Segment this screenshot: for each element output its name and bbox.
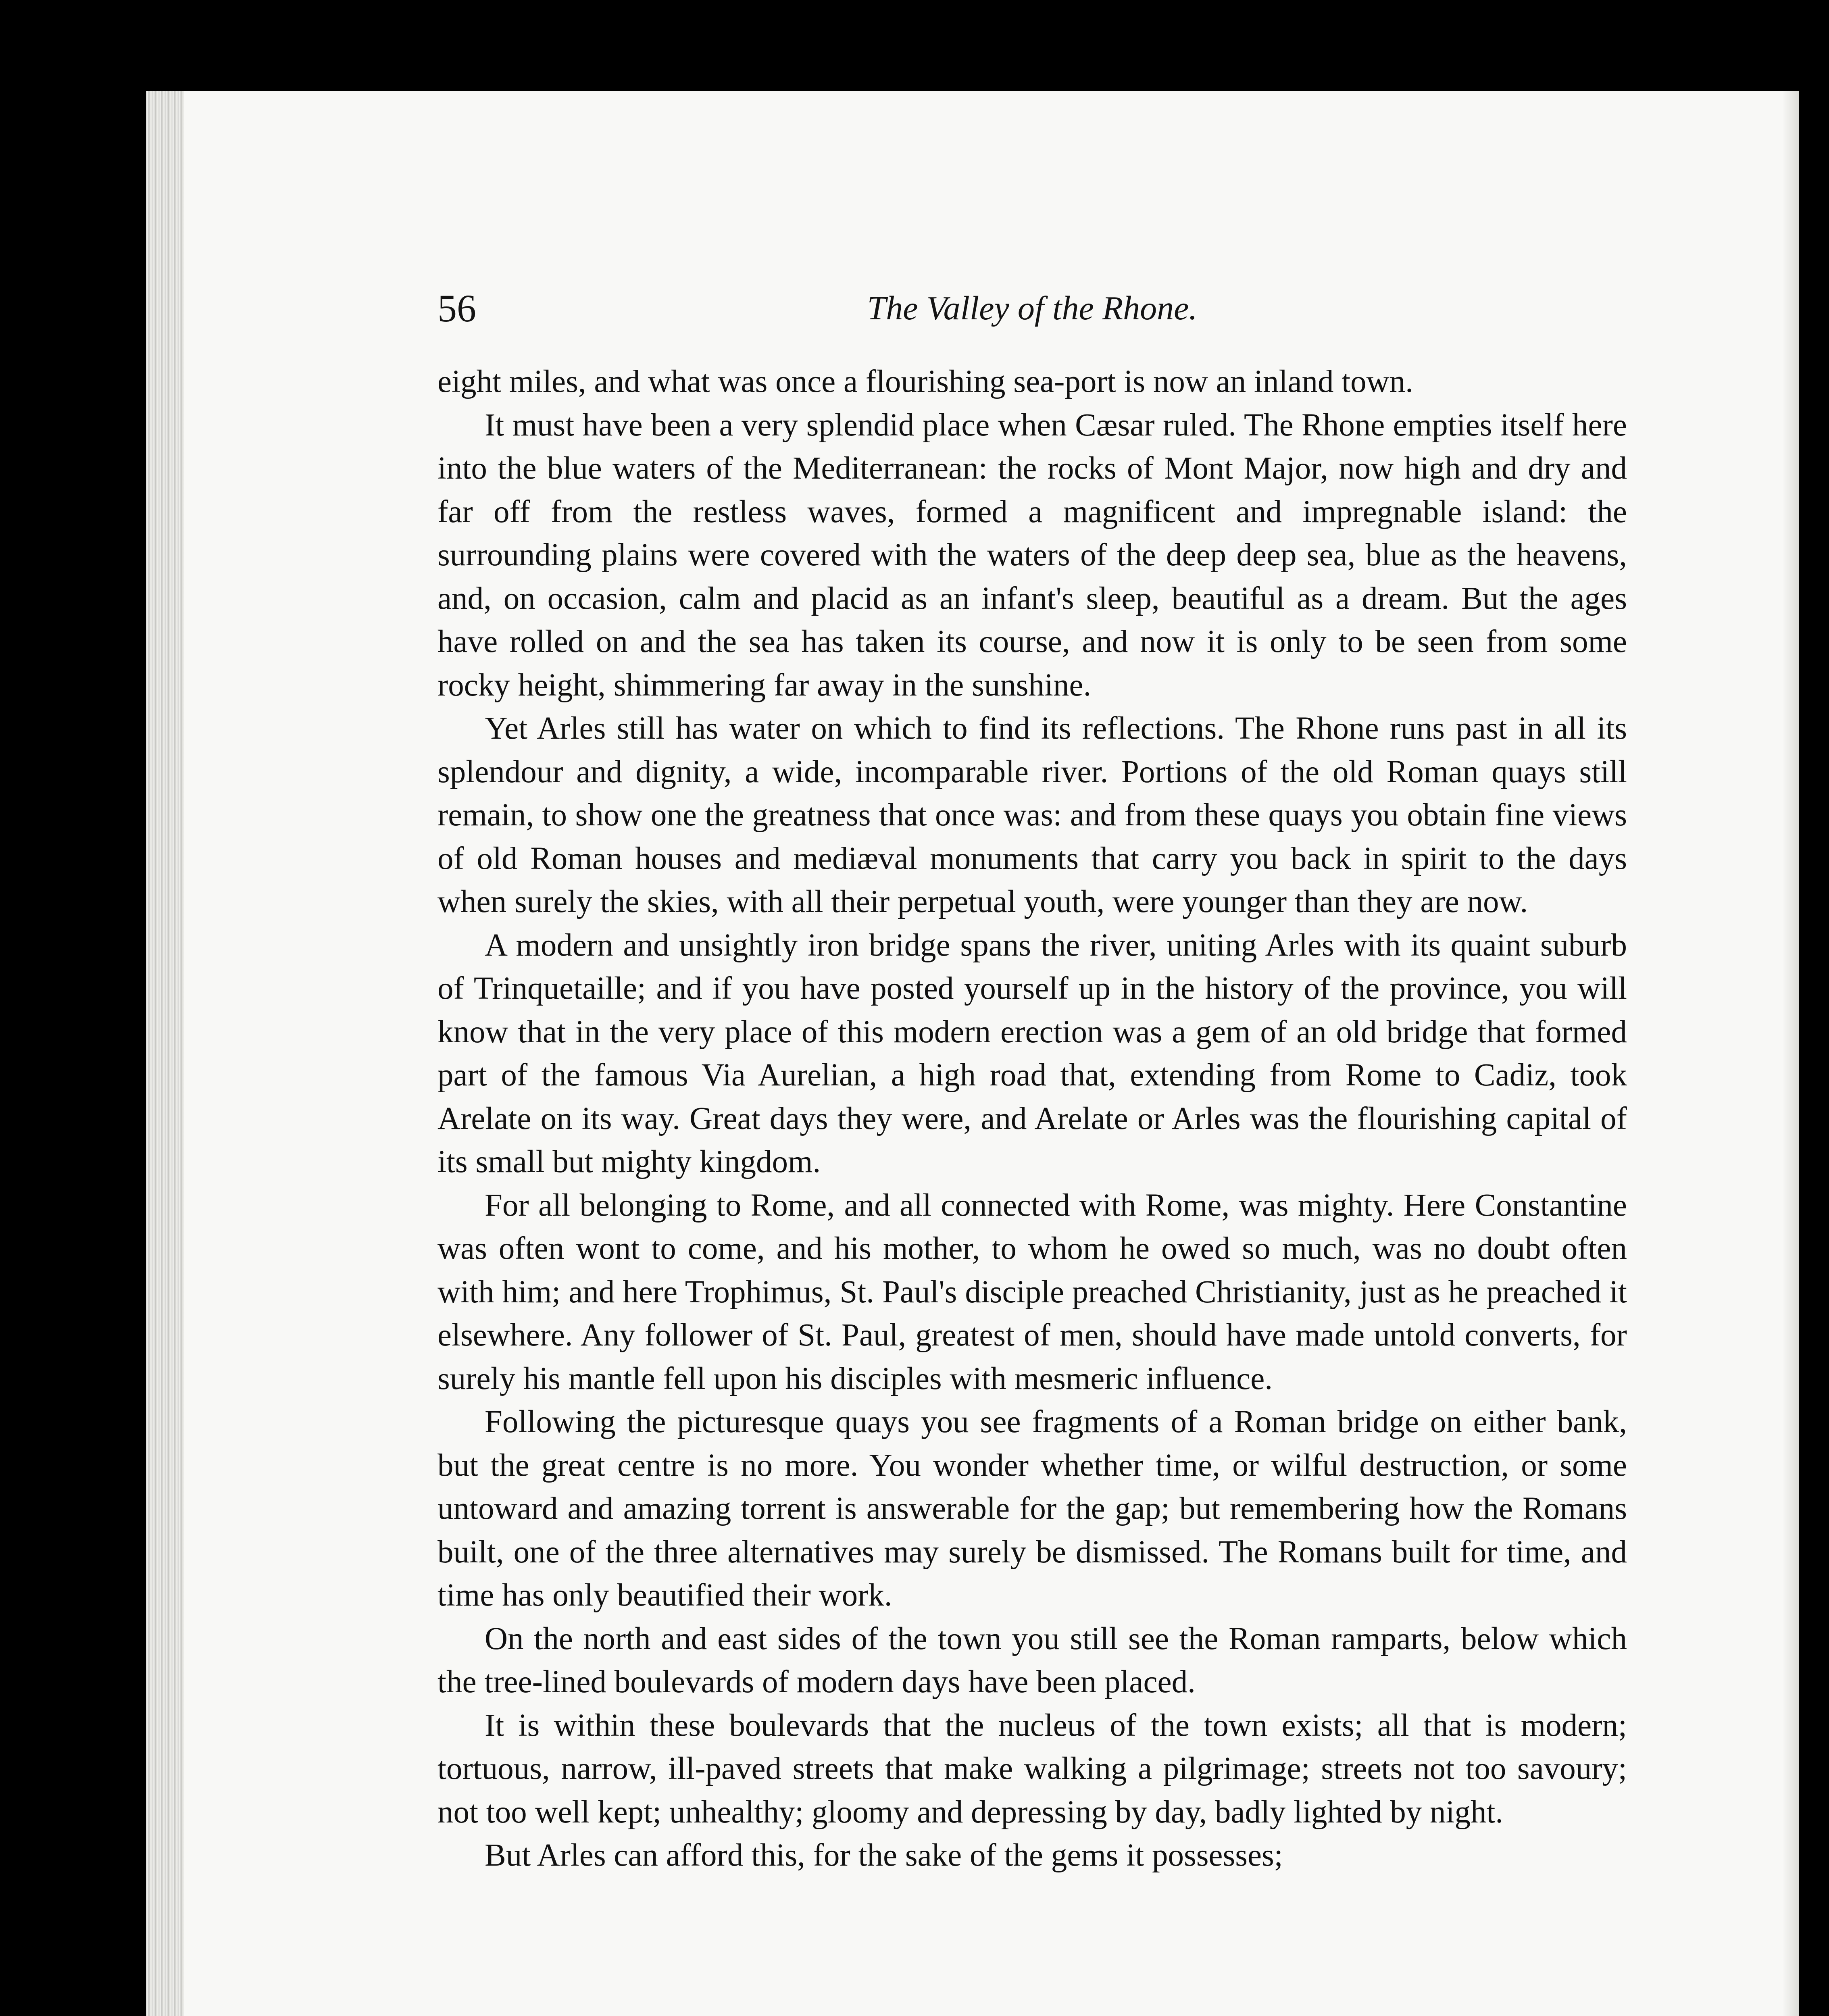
paragraph: A modern and unsightly iron bridge spans the river, uniting Arles with its quaint suburb of Trinquetaille; and if you have posted yourself up in the history of the province, you will know that in the very place of this modern erection was a gem of an old bridge that formed part of the famous Via Aurelian, a high road that, extending from Rome to Cadiz, took Arelate on its way. Great days they were, and Arelate or Arles was the flourishing capital of its small but mighty kingdom. [437, 927, 1627, 1179]
running-title: The Valley of the Rhone. [867, 289, 1198, 327]
paragraph: But Arles can afford this, for the sake of the gems it possesses; [485, 1838, 1283, 1873]
paragraph: It must have been a very splendid place when Cæsar ruled. The Rhone empties itself here into the blue waters of the Mediterranean: the rocks of Mont Major, now high and dry and far off from the restless waves, formed a magnificent and impregnable island: the surrounding plains were covered with the waters of the deep deep sea, blue as the heavens, and, on occasion, calm and placid as an infant's sleep, beautiful as a dream. But the ages have rolled on and the sea has taken its course, and now it is only to be seen from some rocky height, shimmering far away in the sunshine. [437, 407, 1627, 703]
page-right-edge [1782, 91, 1799, 2016]
page-binding-edge [146, 91, 184, 2016]
paragraph: Following the picturesque quays you see fragments of a Roman bridge on either bank, but the great centre is no more. You wonder whether time, or wilful destruction, or some untoward and amazing torrent is answerable for the gap; but remembering how the Romans built, one of the three alternatives may surely be dismissed. The Romans built for time, and time has only beautified their work. [437, 1404, 1627, 1613]
paragraph: Yet Arles still has water on which to find its reflections. The Rhone runs past in all its splendour and dignity, a wide, incomparable river. Portions of the old Roman quays still remain, to show one the greatness that once was: and from these quays you obtain fine views of old Roman houses and mediæval monuments that carry you back in spirit to the days when surely the skies, with all their perpetual youth, were younger than they are now. [437, 711, 1627, 919]
page-number: 56 [437, 287, 476, 330]
paragraph: On the north and east sides of the town you still see the Roman ramparts, below which the tree-lined boulevards of modern days have been placed. [437, 1621, 1627, 1699]
paragraph: eight miles, and what was once a flourishing sea-port is now an inland town. [437, 364, 1413, 399]
paragraph: For all belonging to Rome, and all connected with Rome, was mighty. Here Constantine was often wont to come, and his mother, to whom he owed so much, was no doubt often with him; and here Trophimus, St. Paul's disciple preached Christianity, just as he preached it elsewhere. Any follower of St. Paul, greatest of men, should have made untold converts, for surely his mantle fell upon his disciples with mesmeric influence. [437, 1187, 1627, 1396]
paragraph: It is within these boulevards that the nucleus of the town exists; all that is modern; tortuous, narrow, ill-paved streets that make walking a pilgrimage; streets not too savoury; not too well kept; unhealthy; gloomy and depressing by day, badly lighted by night. [437, 1708, 1627, 1830]
body-text [437, 360, 1627, 1877]
running-head [437, 282, 1627, 339]
